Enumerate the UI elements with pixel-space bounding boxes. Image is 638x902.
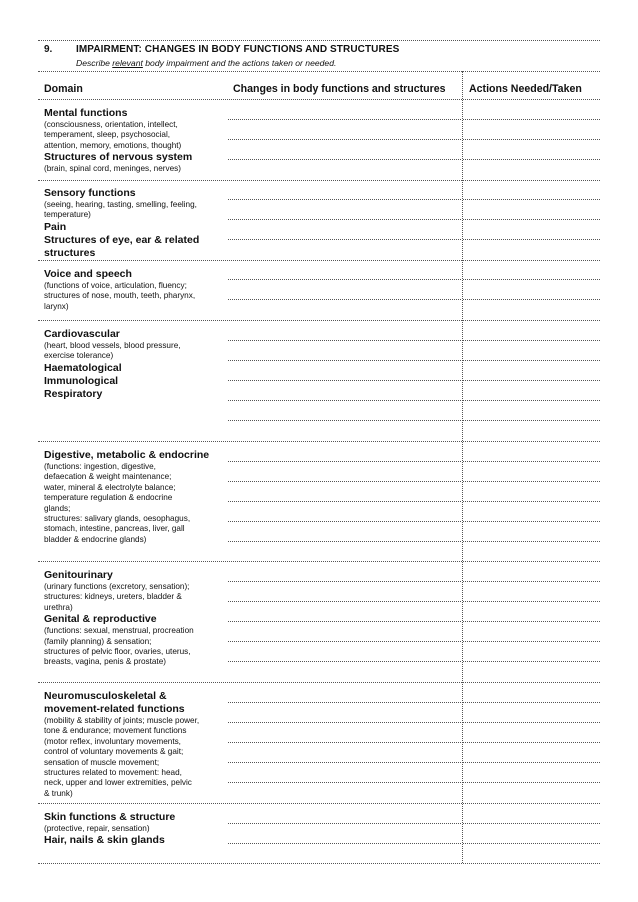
changes-writing-line[interactable] [228,119,461,120]
changes-writing-line[interactable] [228,159,461,160]
changes-writing-line[interactable] [228,279,461,280]
section-rule [38,71,600,72]
domain-voice-speech [44,268,226,312]
actions-writing-line[interactable] [463,139,600,140]
changes-writing-line[interactable] [228,481,461,482]
domain-sensory [44,187,226,260]
row-separator [38,180,600,181]
changes-writing-line[interactable] [228,621,461,622]
row-separator [38,561,600,562]
actions-writing-line[interactable] [463,380,600,381]
column-header-domain: Domain [44,83,83,95]
domain-heading: Cardiovascular [44,328,120,340]
header-rule [38,99,600,100]
changes-writing-line[interactable] [228,340,461,341]
domain-neuromusculoskeletal [44,690,226,799]
domain-description: (urinary functions (excretory, sensation); structures: kidneys, ureters, bladder & urethra) [44,582,190,612]
actions-writing-line[interactable] [463,360,600,361]
actions-writing-line[interactable] [463,119,600,120]
actions-writing-line[interactable] [463,581,600,582]
domain-description: (consciousness, orientation, intellect, temperament, sleep, psychosocial, attention, memory, emotions, thought) [44,120,182,150]
section-number: 9. [44,44,53,55]
actions-writing-line[interactable] [463,843,600,844]
actions-writing-line[interactable] [463,762,600,763]
changes-writing-line[interactable] [228,782,461,783]
domain-heading: Neuromusculoskeletal & movement-related functions [44,690,185,715]
actions-writing-line[interactable] [463,199,600,200]
row-separator [38,682,600,683]
changes-writing-line[interactable] [228,823,461,824]
domain-description: (functions of voice, articulation, fluency; structures of nose, mouth, teeth, pharynx, larynx) [44,281,196,311]
actions-writing-line[interactable] [463,279,600,280]
changes-writing-line[interactable] [228,400,461,401]
domain-description: (seeing, hearing, tasting, smelling, feeling, temperature) [44,200,197,220]
actions-writing-line[interactable] [463,782,600,783]
section-subtitle: Describe relevant body impairment and the actions taken or needed. [76,58,337,68]
domain-description: (functions: ingestion, digestive, defaecation & weight maintenance; water, mineral & electrolyte balance; temperature regulation & endocrine glands; structures: salivary glands, oesophagus, stomach, intestine, pancreas, liver, gall bladder & endocrine glands) [44,462,191,544]
changes-writing-line[interactable] [228,702,461,703]
column-divider [462,71,463,863]
column-header-actions: Actions Needed/Taken [469,83,582,95]
changes-writing-line[interactable] [228,742,461,743]
domain-mental [44,107,226,175]
actions-writing-line[interactable] [463,541,600,542]
domain-digestive [44,449,226,545]
domain-subheading: Haematological Immunological Respiratory [44,361,122,400]
domain-genitourinary [44,569,226,668]
actions-writing-line[interactable] [463,501,600,502]
domain-heading: Mental functions [44,107,128,119]
changes-writing-line[interactable] [228,541,461,542]
row-separator [38,863,600,864]
changes-writing-line[interactable] [228,239,461,240]
domain-subdescription: (brain, spinal cord, meninges, nerves) [44,164,181,174]
top-rule [38,40,600,41]
actions-writing-line[interactable] [463,823,600,824]
actions-writing-line[interactable] [463,340,600,341]
actions-writing-line[interactable] [463,601,600,602]
changes-writing-line[interactable] [228,762,461,763]
changes-writing-line[interactable] [228,380,461,381]
changes-writing-line[interactable] [228,139,461,140]
column-header-changes: Changes in body functions and structures [233,83,446,95]
row-separator [38,320,600,321]
changes-writing-line[interactable] [228,641,461,642]
actions-writing-line[interactable] [463,641,600,642]
domain-heading: Voice and speech [44,268,132,280]
actions-writing-line[interactable] [463,722,600,723]
changes-writing-line[interactable] [228,843,461,844]
domain-subheading: Genital & reproductive [44,613,157,626]
actions-writing-line[interactable] [463,661,600,662]
actions-writing-line[interactable] [463,420,600,421]
row-separator [38,260,600,261]
actions-writing-line[interactable] [463,521,600,522]
section-title: IMPAIRMENT: CHANGES IN BODY FUNCTIONS AND STRUCTURES [76,44,400,55]
domain-heading: Skin functions & structure [44,811,176,823]
changes-writing-line[interactable] [228,581,461,582]
domain-subheading: Structures of nervous system [44,151,193,164]
subtitle-emphasis: relevant [112,58,143,68]
actions-writing-line[interactable] [463,299,600,300]
actions-writing-line[interactable] [463,621,600,622]
changes-writing-line[interactable] [228,501,461,502]
changes-writing-line[interactable] [228,299,461,300]
changes-writing-line[interactable] [228,219,461,220]
domain-description: (protective, repair, sensation) [44,824,150,833]
domain-cardiovascular [44,328,226,401]
domain-subdescription: (functions: sexual, menstrual, procreation (family planning) & sensation; structures of pelvic floor, ovaries, uterus, breasts, vagina, penis & prostate) [44,626,194,667]
actions-writing-line[interactable] [463,461,600,462]
domain-description: (heart, blood vessels, blood pressure, exercise tolerance) [44,341,181,361]
changes-writing-line[interactable] [228,461,461,462]
actions-writing-line[interactable] [463,239,600,240]
actions-writing-line[interactable] [463,400,600,401]
changes-writing-line[interactable] [228,661,461,662]
actions-writing-line[interactable] [463,219,600,220]
row-separator [38,803,600,804]
changes-writing-line[interactable] [228,601,461,602]
domain-heading: Genitourinary [44,569,113,581]
row-separator [38,441,600,442]
domain-skin [44,811,226,847]
actions-writing-line[interactable] [463,159,600,160]
actions-writing-line[interactable] [463,702,600,703]
changes-writing-line[interactable] [228,521,461,522]
domain-subheading: Pain Structures of eye, ear & related structures [44,220,200,259]
changes-writing-line[interactable] [228,199,461,200]
domain-subheading: Hair, nails & skin glands [44,834,165,847]
actions-writing-line[interactable] [463,742,600,743]
changes-writing-line[interactable] [228,360,461,361]
changes-writing-line[interactable] [228,420,461,421]
domain-description: (mobility & stability of joints; muscle power, tone & endurance; movement functions (motor reflex, involuntary movements, control of voluntary movements & gait; sensation of muscle movement; structures related to movement: head, neck, upper and lower extremities, pelvic & trunk) [44,716,200,798]
domain-heading: Sensory functions [44,187,136,199]
actions-writing-line[interactable] [463,481,600,482]
domain-heading: Digestive, metabolic & endocrine [44,449,210,461]
changes-writing-line[interactable] [228,722,461,723]
